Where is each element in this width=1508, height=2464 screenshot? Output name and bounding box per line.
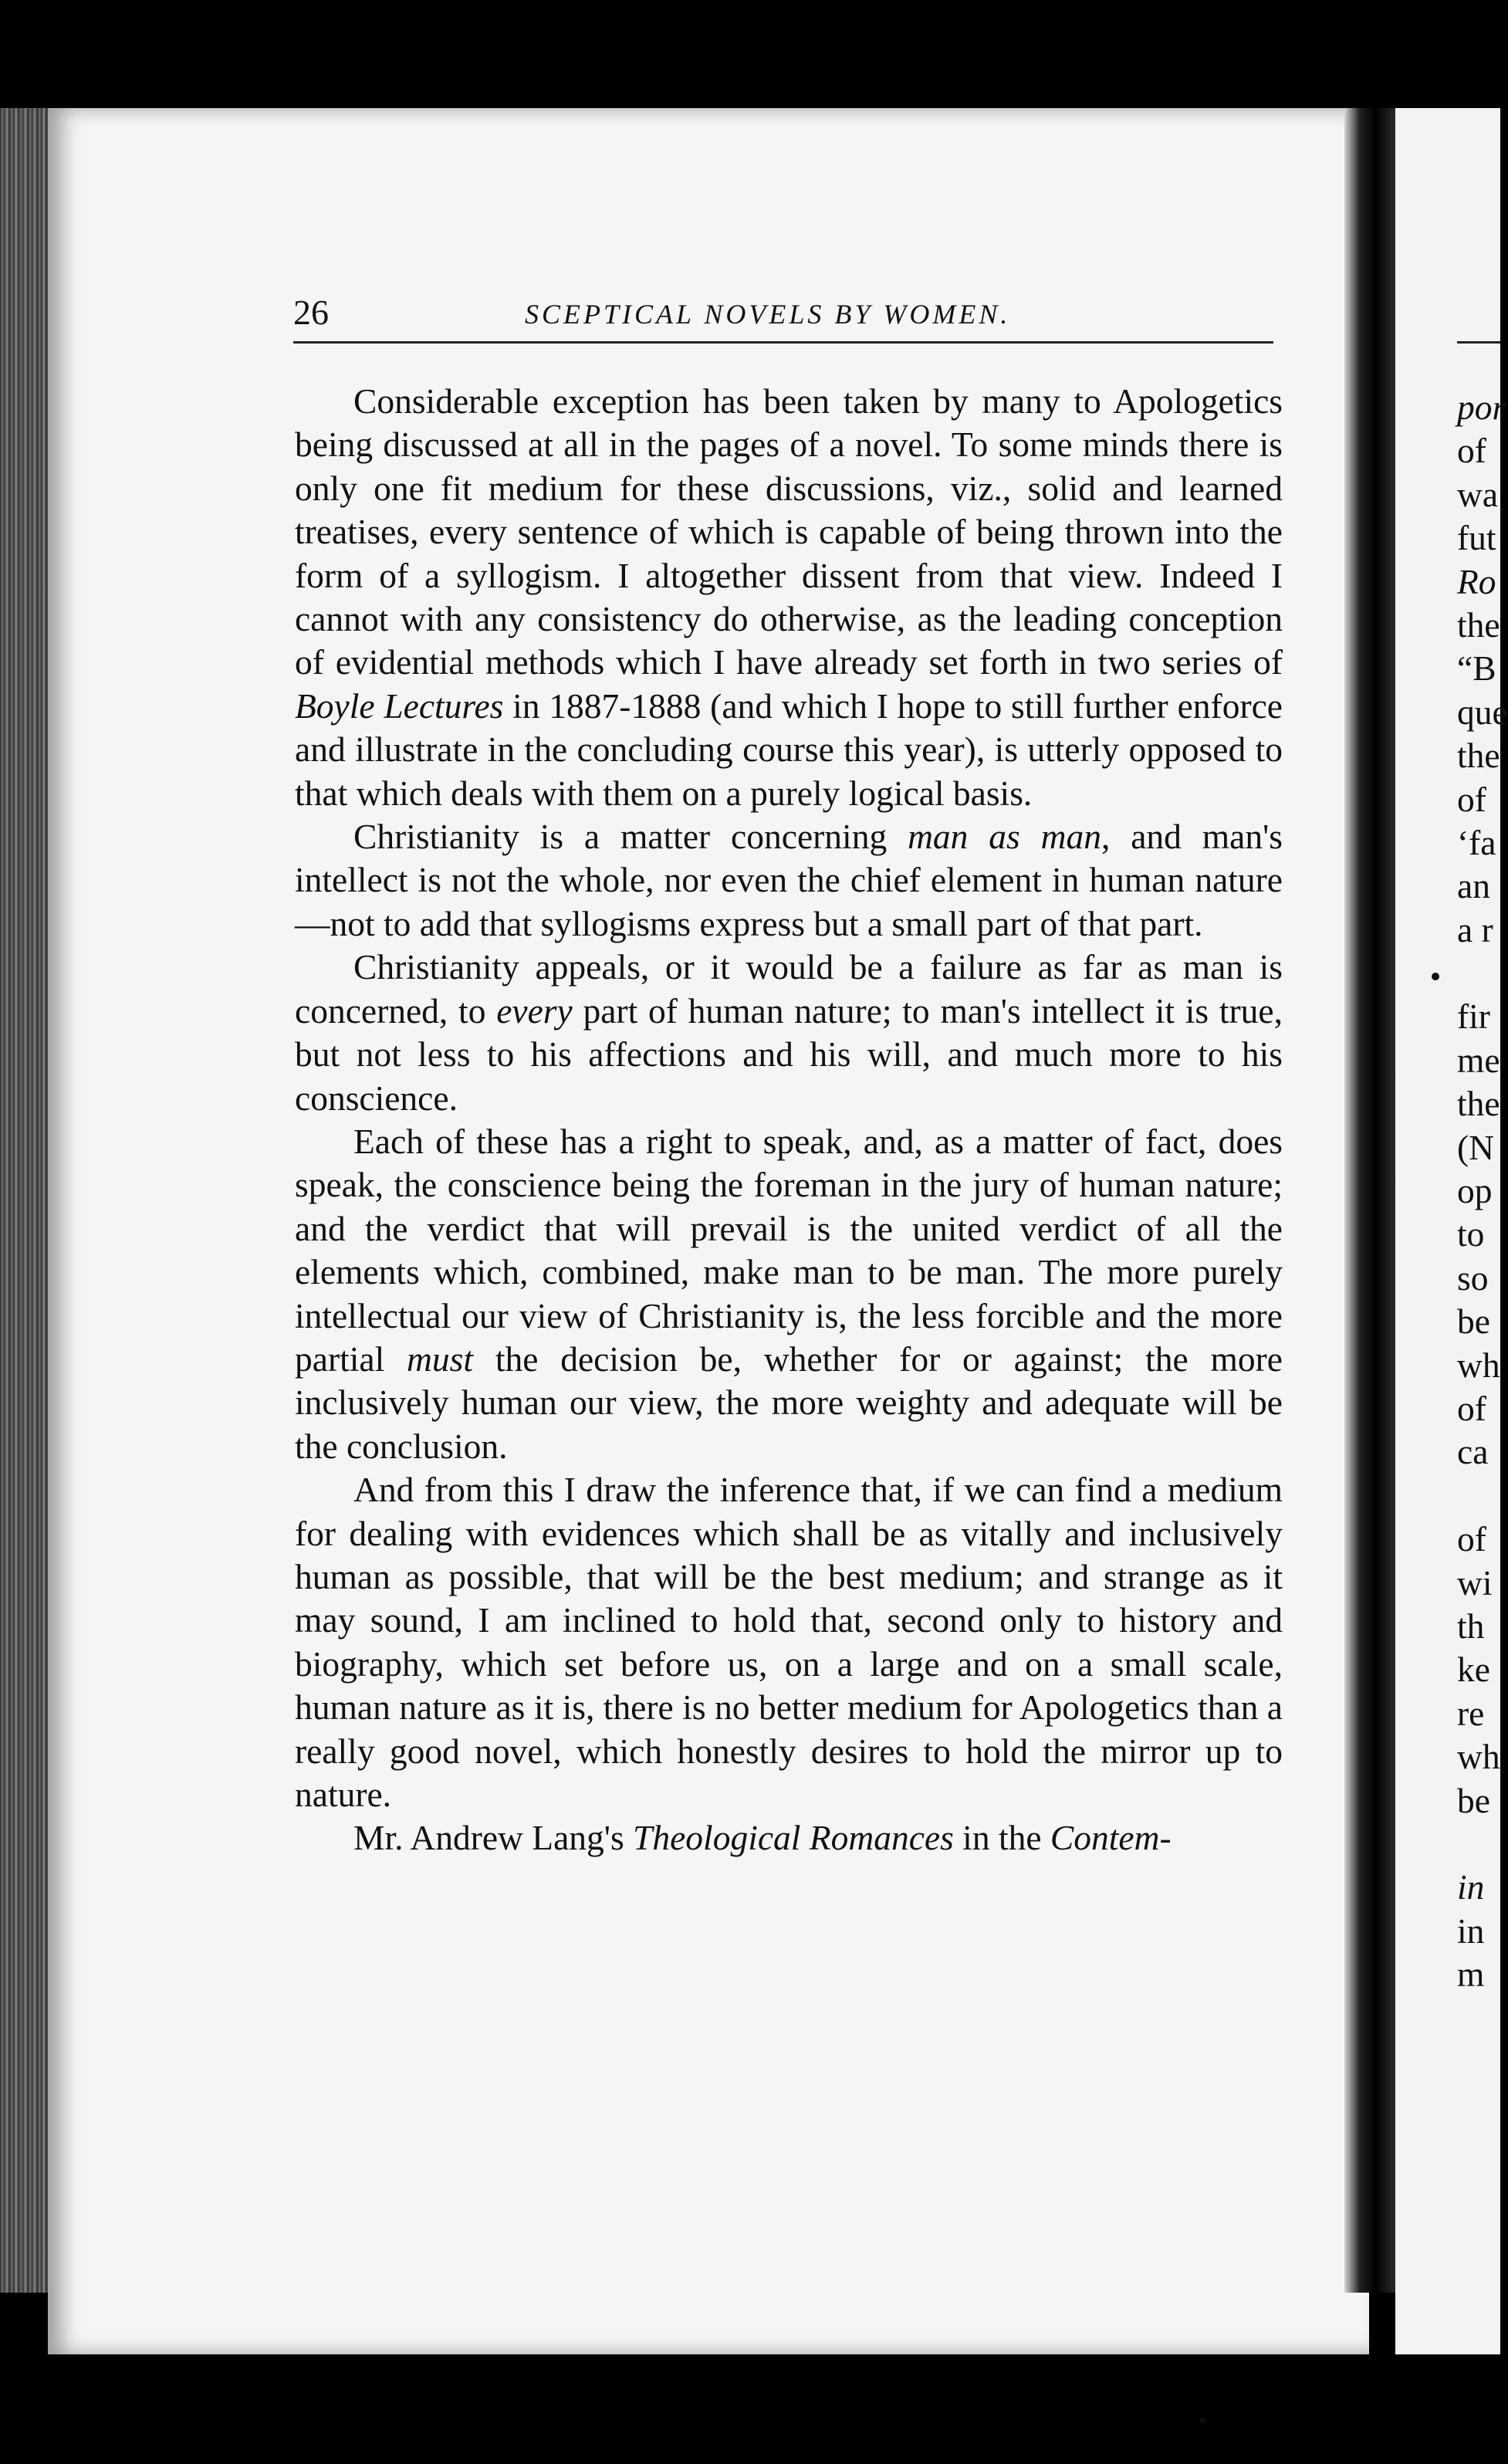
facing-page-line: por [1457,388,1506,427]
facing-page-line: op [1457,1171,1493,1211]
text-run: Each of these has a right to speak, and, as a matter of fact, does speak, the conscience being the foreman in the jury of human nature; and the verdict that will prevail is the united verdict of all the elements which, combined, make man to be man. The more purely intellectual our view of Christianity is, the less forcible and the more partial [295,1121,1283,1379]
facing-page-line: que [1457,692,1508,732]
scan-speck [1200,2418,1205,2423]
text-run: the decision be, whether for or against; the more inclusively human our view, the more weighty and adequate will be the conclusion. [295,1339,1283,1466]
facing-page-line: be [1457,1301,1490,1342]
facing-page-line: an [1457,866,1490,906]
facing-page-line: so [1457,1257,1489,1298]
facing-page-line: ca [1457,1432,1489,1472]
paragraph [295,1468,1283,1816]
facing-page-text [1457,386,1508,1996]
facing-page-line: wa [1457,474,1499,514]
italic-text: Theological Romances [633,1818,954,1858]
facing-page-line: the [1457,736,1500,776]
facing-page-line: in [1457,1911,1485,1951]
facing-page-line: of [1457,779,1486,819]
page-header [293,292,1273,338]
text-run: , and man's intellect is not the whole, nor even the chief element in human nature—not to add that syllogisms express but a small part of that part. [295,817,1283,943]
text-run: in the [953,1818,1050,1858]
facing-page-line: fut [1457,518,1496,558]
facing-page-line: of [1457,1519,1486,1559]
facing-page-line: to [1457,1214,1485,1254]
facing-page-line [1457,1474,1503,1518]
book-gutter [1344,108,1395,2293]
facing-page-line: wh [1457,1737,1500,1777]
facing-page-line: m [1457,1955,1485,1995]
running-title: SCEPTICAL NOVELS BY WOMEN. [525,299,1011,330]
facing-page-line: re [1457,1693,1485,1733]
page-number: 26 [293,293,329,332]
page-block-edges [0,108,51,2293]
facing-page-line [1457,952,1503,995]
facing-page-line: of [1457,1388,1486,1428]
text-run: Considerable exception has been taken by many to Apologetics being discussed at all in the pages of a novel. To some minds there is only one fit medium for these discussions, viz., solid and learned treatises, every sentence of which is capable of being thrown into the form of a syllogism. I altogether dissent from that view. Indeed I cannot with any consistency do otherwise, as the leading conception of evidential methods which I have already set forth in two series of [295,381,1283,682]
text-run: Christianity is a matter concerning [353,817,908,857]
facing-page-line: (N [1457,1127,1495,1167]
facing-page-line: “B [1457,648,1496,689]
italic-text: man as man [908,817,1101,857]
text-run: in 1887-1888 (and which I hope to still further enforce and illustrate in the concluding course this year), is utterly opposed to that which deals with them on a purely logical basis. [295,685,1283,813]
facing-page-line: the [1457,604,1500,645]
facing-page-line: a r [1457,909,1493,949]
facing-page-line: ‘fa [1457,822,1496,862]
paragraph [295,380,1283,815]
facing-page-line: be [1457,1780,1490,1820]
facing-page-line: wh [1457,1345,1500,1385]
scan-speck [1432,973,1439,980]
facing-page-line: th [1457,1606,1485,1646]
paragraph [295,1120,1283,1468]
facing-page-line: fir [1457,997,1490,1037]
facing-page-line: ke [1457,1650,1490,1690]
italic-text: every [496,990,573,1031]
paragraph [295,946,1283,1120]
text-run: part of human nature; to man's intellect it is true, but not less to his affections and his will, and much more to his conscience. [295,990,1283,1118]
facing-page-line: of [1457,431,1486,471]
text-run: Christianity appeals, or it would be a failure as far as man is concerned, to [295,947,1283,1031]
paragraph [295,815,1283,946]
italic-text: must [407,1339,474,1379]
facing-page-line: wi [1457,1562,1493,1603]
header-rule [293,341,1273,344]
facing-page-rule [1457,341,1500,344]
facing-page-line: in [1457,1867,1485,1907]
italic-text: Contem- [1050,1818,1172,1858]
text-run: Mr. Andrew Lang's [353,1818,634,1858]
italic-text: Boyle Lectures [295,685,504,726]
facing-page-line: me [1457,1040,1500,1080]
facing-page-line: Ro [1457,561,1496,601]
body-text [295,380,1283,1860]
paragraph [295,1816,1283,1860]
facing-page-line: the [1457,1084,1500,1124]
text-run: And from this I draw the inference that, if we can find a medium for dealing with evidences which shall be as vitally and inclusively human as possible, that will be the best medium; and strange as it may sound, I am inclined to hold that, second only to history and biography, which set before us, on a large and on a small scale, human nature as it is, there is no better medium for Apologetics than a really good novel, which honestly desires to hold the mirror up to nature. [295,1470,1283,1814]
facing-page-line [1457,1823,1503,1866]
